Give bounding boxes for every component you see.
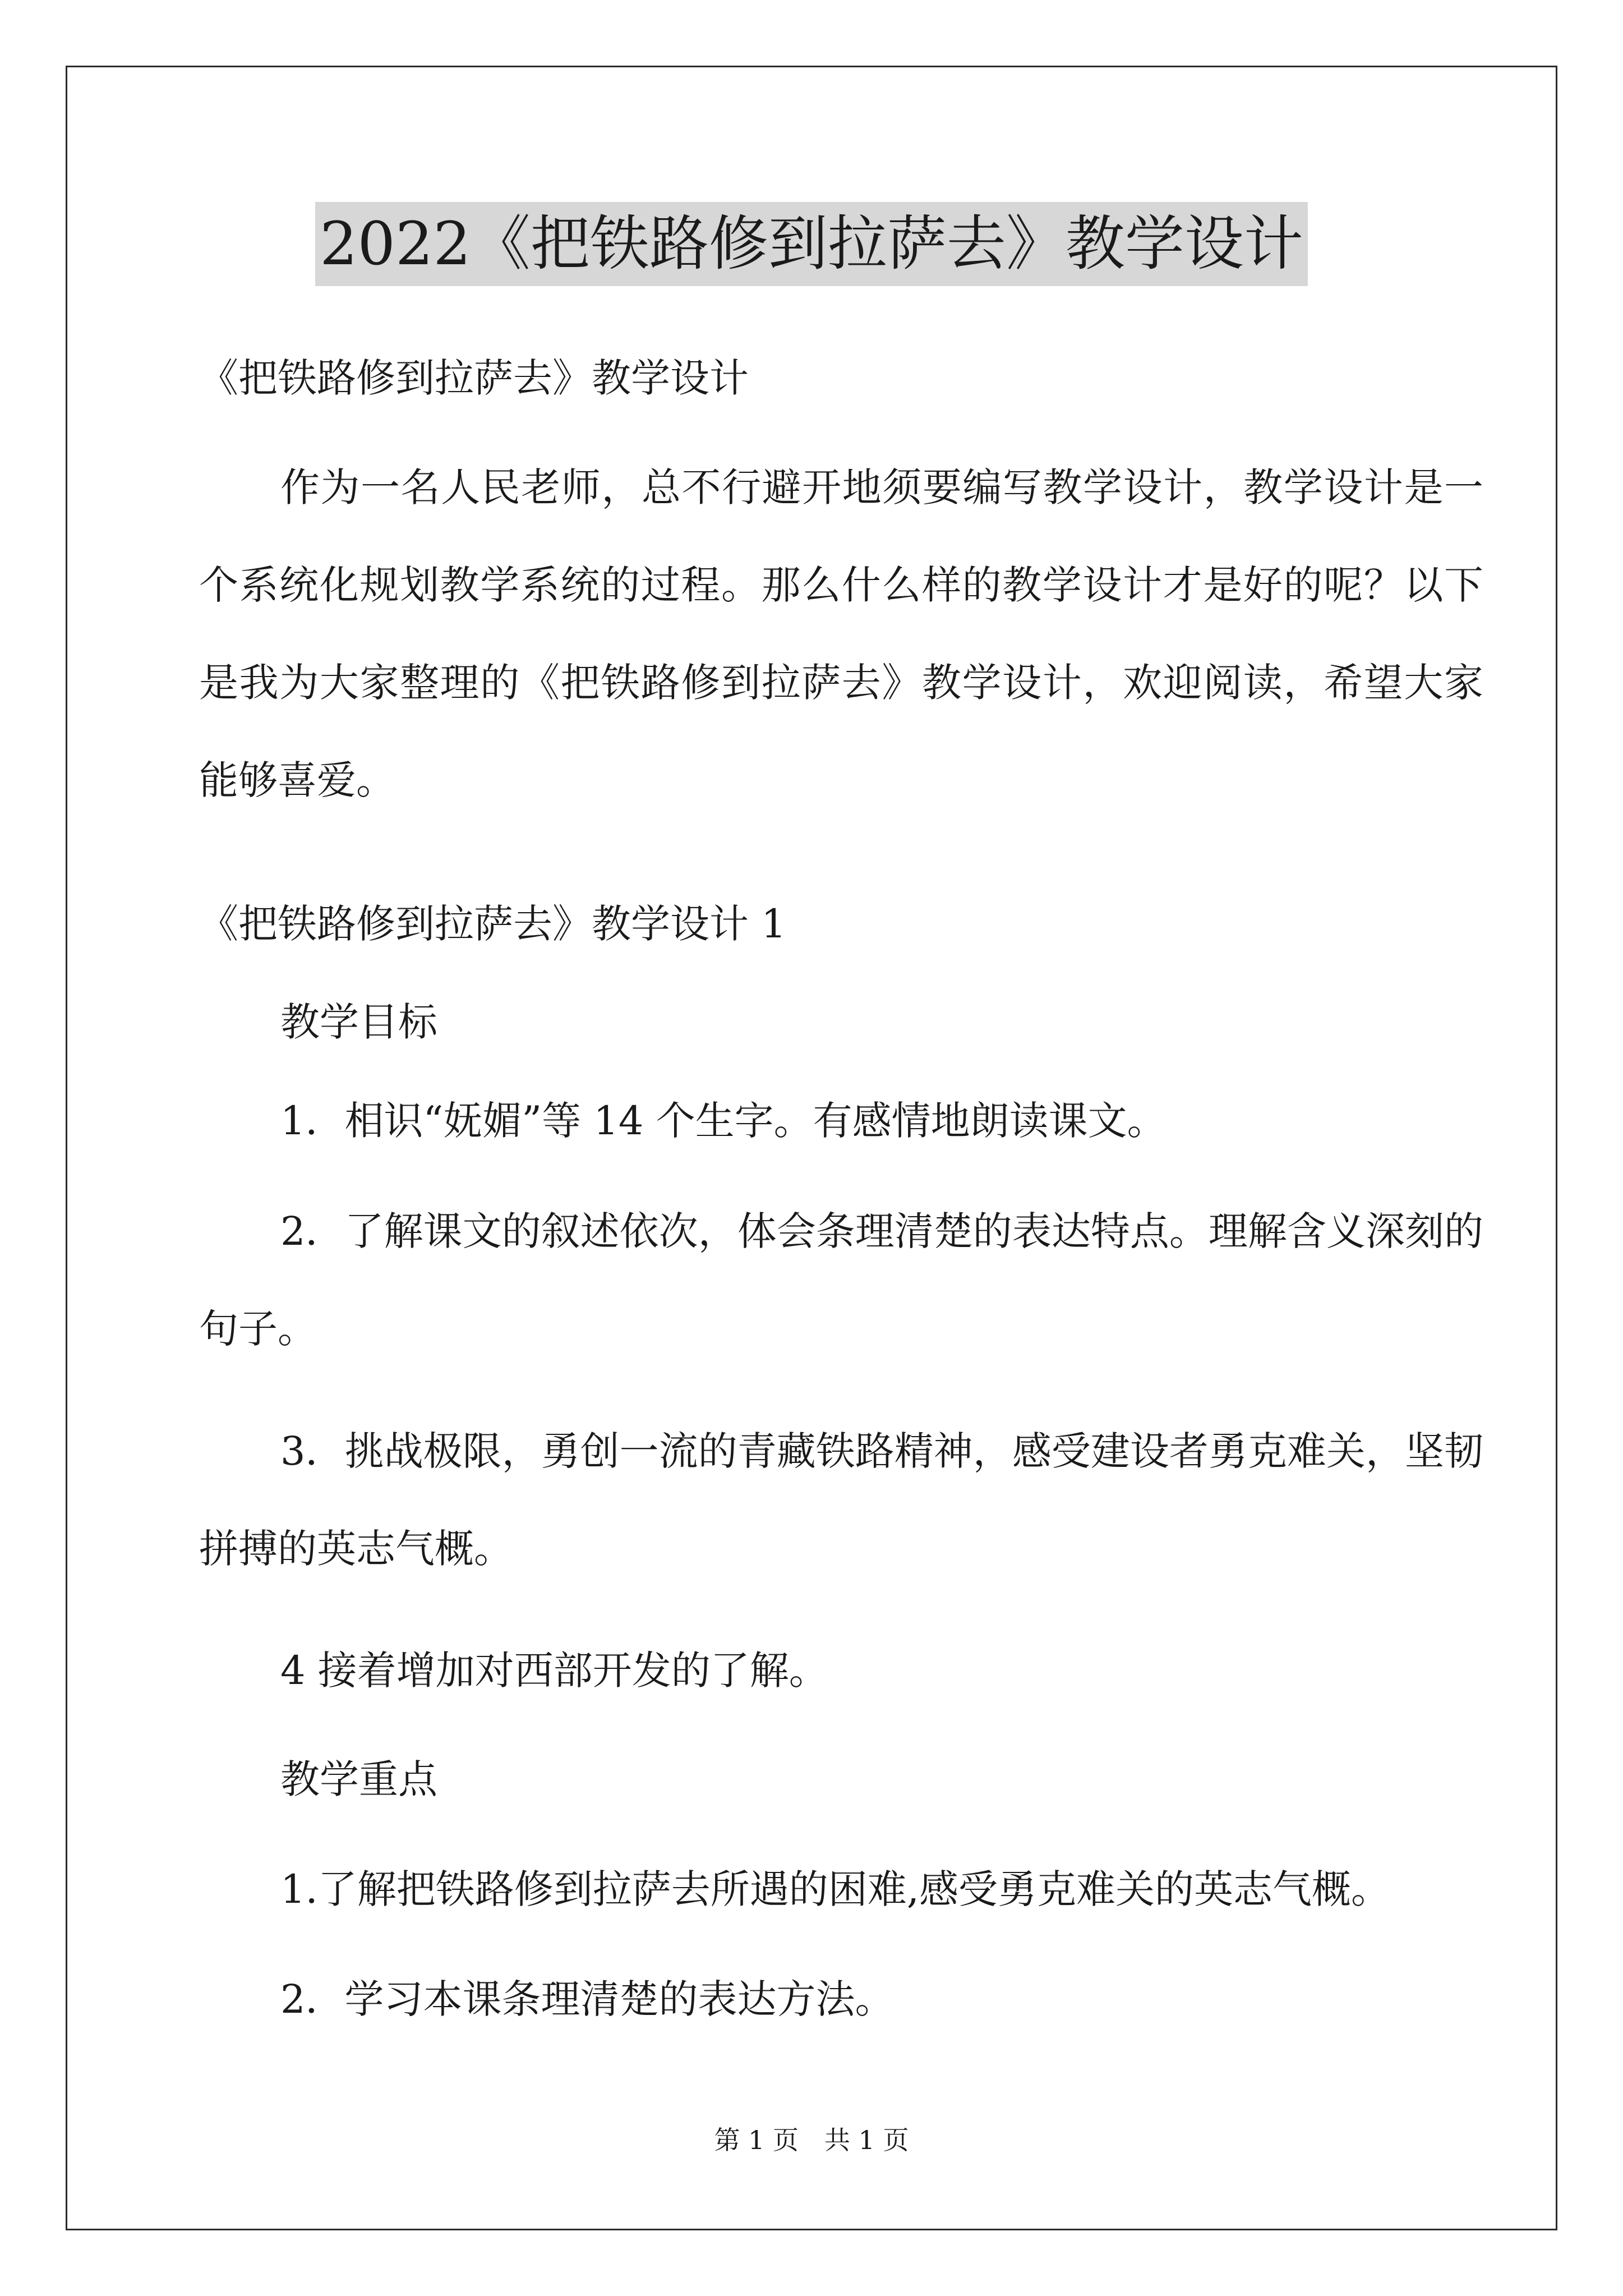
keypoint-item: 2．学习本课条理清楚的表达方法。: [280, 1976, 895, 2022]
objective-item: 4 接着增加对西部开发的了解。: [280, 1648, 828, 1694]
objective-item: 1．相识“妩媚”等 14 个生字。有感情地朗读课文。: [280, 1098, 1166, 1144]
objective-item: 2．了解课文的叙述依次，体会条理清楚的表达特点。理解含义深刻的句子。: [199, 1208, 1483, 1352]
document-subtitle: 《把铁路修到拉萨去》教学设计: [199, 355, 749, 401]
objectives-heading: 教学目标: [280, 999, 437, 1045]
keypoint-item: 1.了解把铁路修到拉萨去所遇的困难,感受勇克难关的英志气概。: [280, 1866, 1391, 1912]
keypoints-heading: 教学重点: [280, 1756, 437, 1802]
section-heading: 《把铁路修到拉萨去》教学设计 1: [199, 901, 786, 947]
document-title: [0, 202, 1623, 286]
intro-paragraph: 作为一名人民老师，总不行避开地须要编写教学设计，教学设计是一个系统化规划教学系统的过程。那么什么样的教学设计才是好的呢？以下是我为大家整理的《把铁路修到拉萨去》教学设计，欢迎阅读，希望大家能够喜爱。: [199, 464, 1483, 803]
page-footer: 第 1 页 共 1 页: [714, 2125, 909, 2155]
document-title-text: 2022《把铁路修到拉萨去》教学设计: [315, 202, 1308, 286]
objective-item: 3．挑战极限，勇创一流的青藏铁路精神，感受建设者勇克难关，坚韧拼搏的英志气概。: [199, 1428, 1483, 1572]
